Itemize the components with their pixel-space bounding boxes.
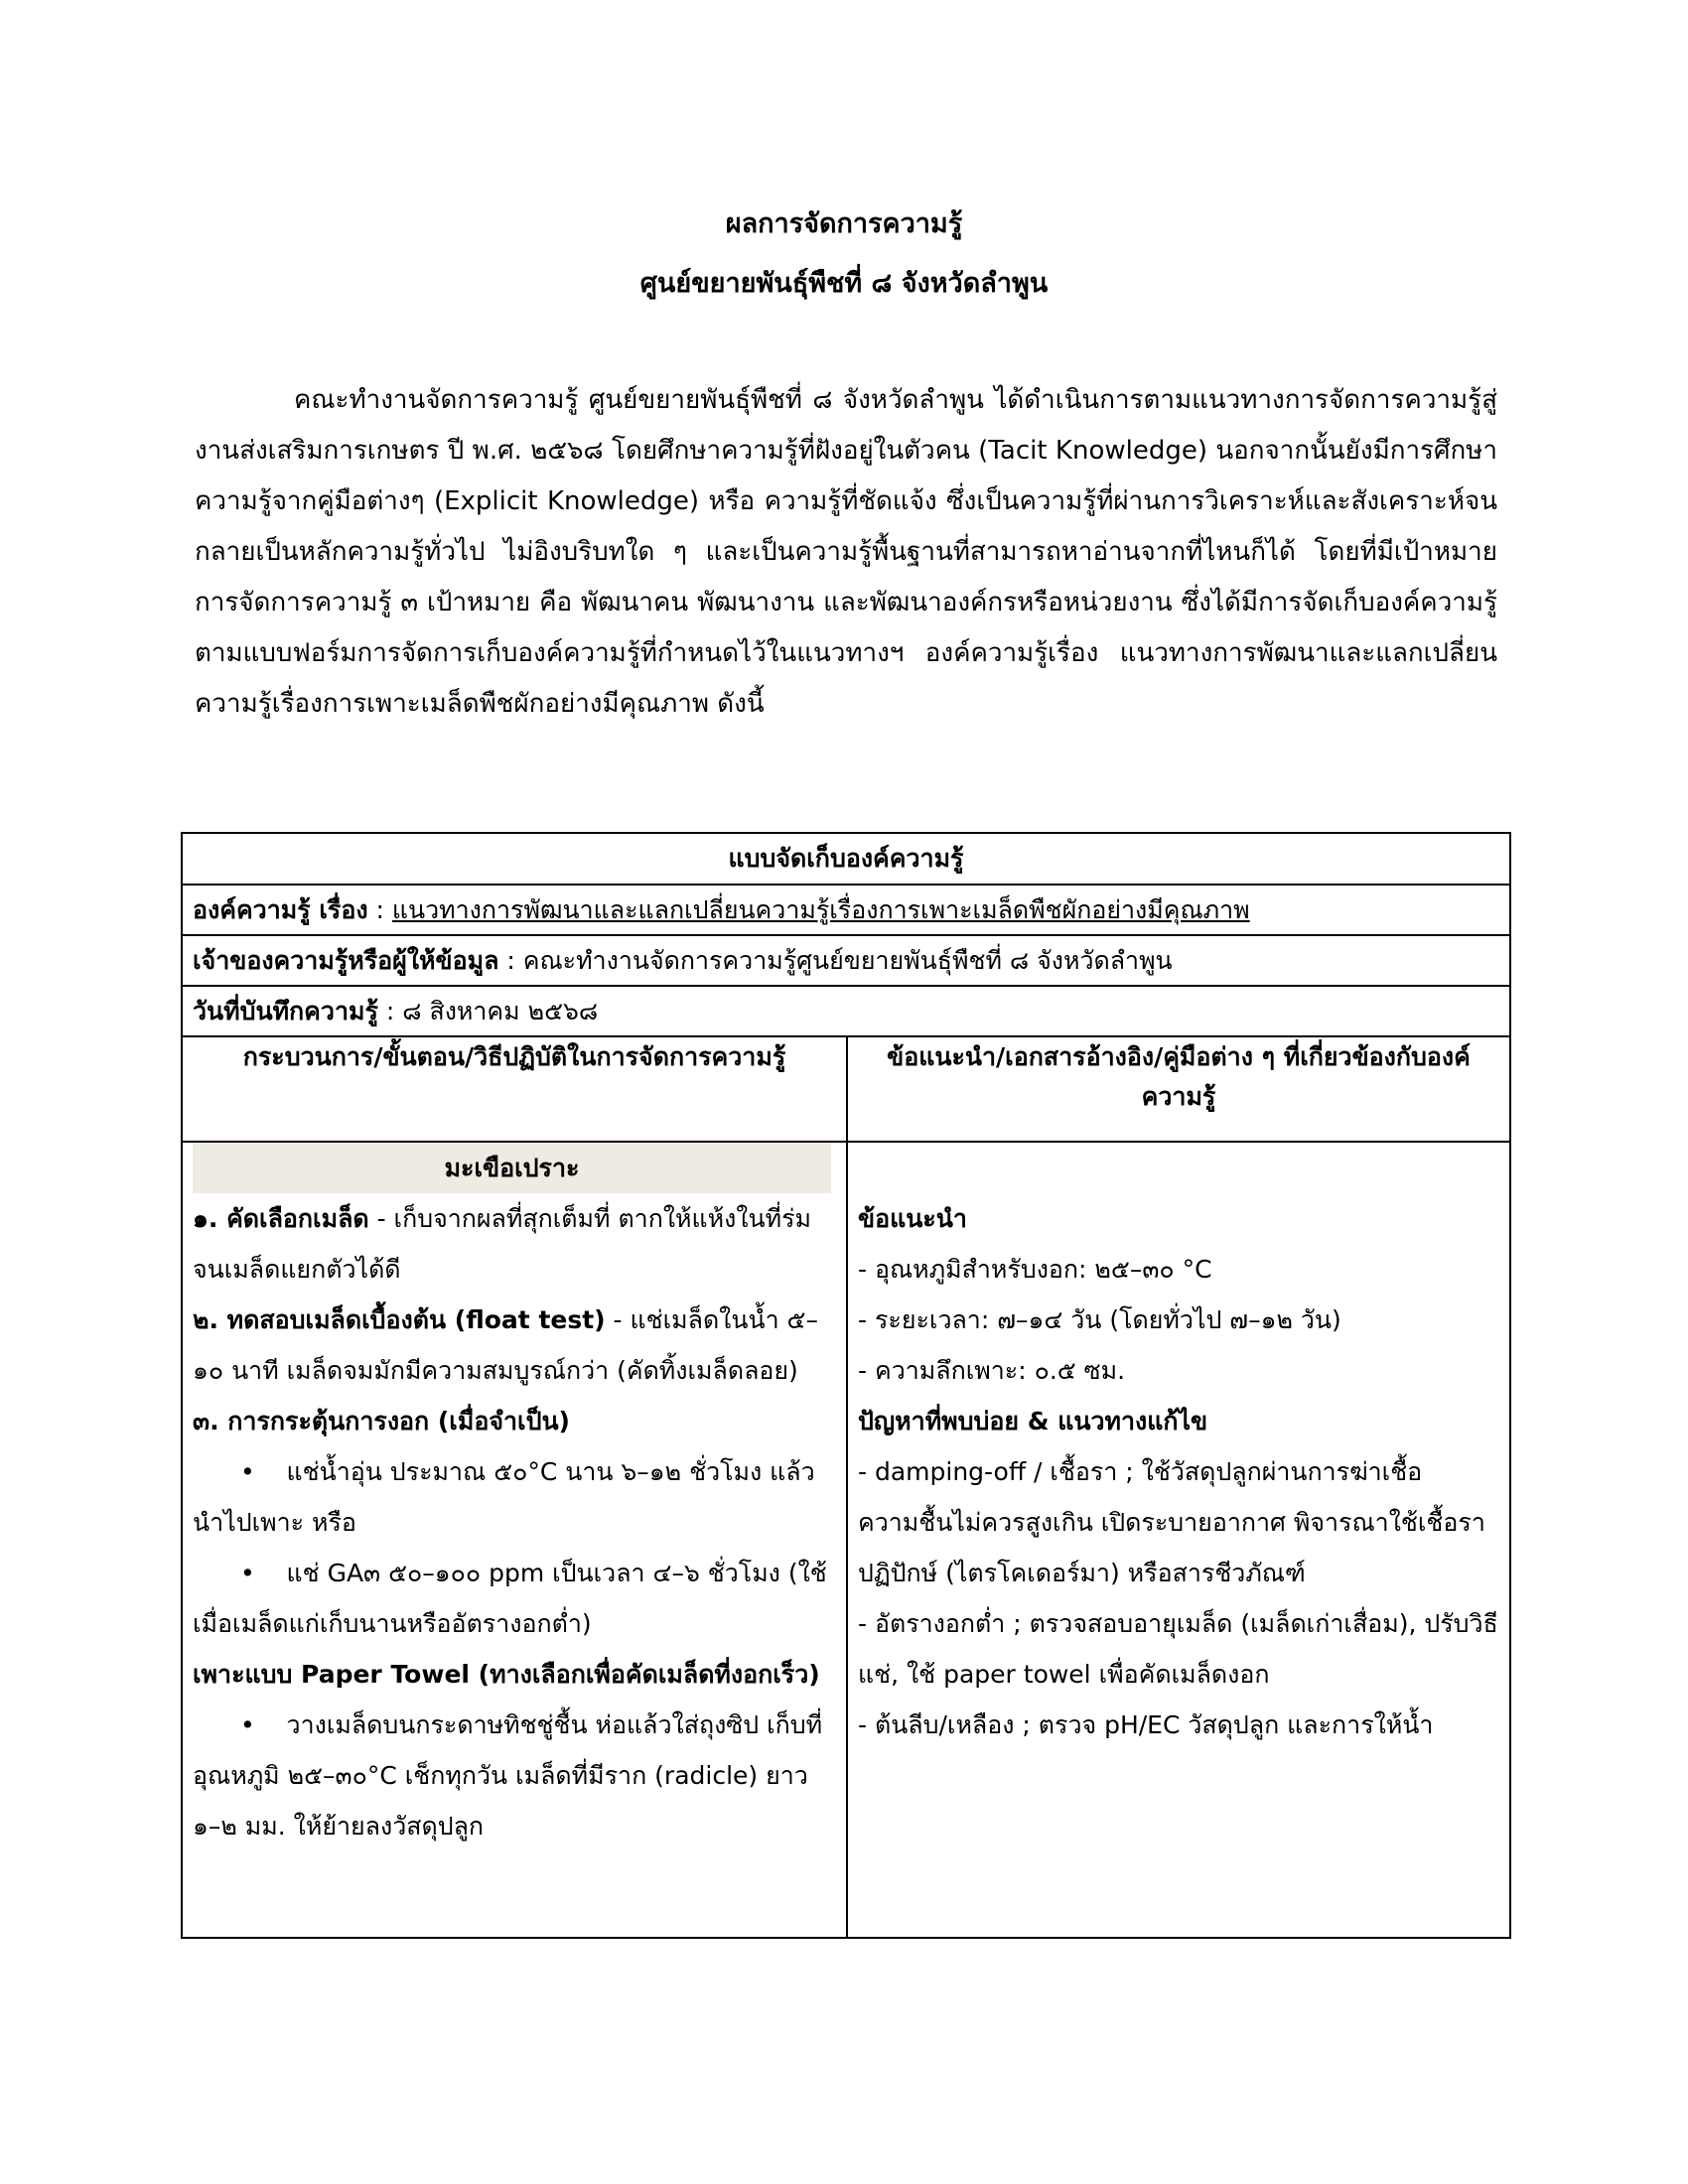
column-header-references: ข้อแนะนำ/เอกสารอ้างอิง/คู่มือต่าง ๆ ที่เกี่ยวข้องกับองค์ความรู้ bbox=[847, 1036, 1510, 1142]
step-4-title: เพาะแบบ Paper Towel (ทางเลือกเพื่อคัดเมล็ดที่งอกเร็ว) bbox=[193, 1660, 820, 1689]
topic-row: องค์ความรู้ เรื่อง : แนวทางการพัฒนาและแลกเปลี่ยนความรู้เรื่องการเพาะเมล็ดพืชผักอย่างมีคุณภาพ bbox=[182, 885, 1510, 935]
problem-item: - อัตรางอกต่ำ ; ตรวจสอบอายุเมล็ด (เมล็ดเก่าเสื่อม), ปรับวิธีแช่, ใช้ paper towel เพื่อคัดเมล็ดงอก bbox=[858, 1609, 1498, 1689]
knowledge-form-table bbox=[181, 832, 1511, 1939]
intro-paragraph bbox=[195, 375, 1497, 730]
date-row: วันที่บันทึกความรู้ : ๘ สิงหาคม ๒๕๖๘ bbox=[182, 986, 1510, 1036]
owner-value: คณะทำงานจัดการความรู้ศูนย์ขยายพันธุ์พืชที่ ๘ จังหวัดลำพูน bbox=[522, 946, 1173, 975]
step-2-text: - แช่เมล็ดในน้ำ ๕–๑๐ นาที เมล็ดจมมักมีความสมบูรณ์กว่า (คัดทิ้งเมล็ดลอย) bbox=[193, 1305, 818, 1385]
step-1-title: ๑. คัดเลือกเมล็ด bbox=[193, 1204, 369, 1233]
owner-label: เจ้าของความรู้หรือผู้ให้ข้อมูล bbox=[193, 946, 499, 975]
problems-title: ปัญหาที่พบบ่อย & แนวทางแก้ไข bbox=[858, 1407, 1208, 1435]
step-1 bbox=[193, 1193, 836, 1295]
bullet-icon: • bbox=[240, 1457, 255, 1486]
step-4-bullet-1: • วางเมล็ดบนกระดาษทิชชู่ชื้น ห่อแล้วใส่ถุงซิป เก็บที่อุณหภูมิ ๒๕–๓๐°C เช็กทุกวัน เมล็ดที่มีราก (radicle) ยาว ๑–๒ มม. ให้ย้ายลงวัสดุปลูก bbox=[193, 1710, 823, 1841]
bullet-icon: • bbox=[240, 1559, 255, 1587]
owner-row: เจ้าของความรู้หรือผู้ให้ข้อมูล : คณะทำงานจัดการความรู้ศูนย์ขยายพันธุ์พืชที่ ๘ จังหวัดลำพูน bbox=[182, 935, 1510, 986]
advice-item: - ระยะเวลา: ๗–๑๔ วัน (โดยทั่วไป ๗–๑๒ วัน) bbox=[858, 1305, 1341, 1334]
problem-item: - ต้นลีบ/เหลือง ; ตรวจ pH/EC วัสดุปลูก และการให้น้ำ bbox=[858, 1710, 1434, 1739]
step-3-bullet-1: • แช่น้ำอุ่น ประมาณ ๕๐°C นาน ๖–๑๒ ชั่วโมง แล้วนำไปเพาะ หรือ bbox=[193, 1457, 815, 1537]
step-1-text: - เก็บจากผลที่สุกเต็มที่ ตากให้แห้งในที่ร่มจนเมล็ดแยกตัวได้ดี bbox=[193, 1204, 812, 1284]
step-2 bbox=[193, 1295, 836, 1396]
date-label: วันที่บันทึกความรู้ bbox=[193, 997, 378, 1025]
step-3-title: ๓. การกระตุ้นการงอก (เมื่อจำเป็น) bbox=[193, 1407, 570, 1435]
problem-item: - damping-off / เชื้อรา ; ใช้วัสดุปลูกผ่านการฆ่าเชื้อ ความชื้นไม่ควรสูงเกิน เปิดระบายอากาศ พิจารณาใช้เชื้อราปฏิปักษ์ (ไตรโคเดอร์มา) หรือสารชีวภัณฑ์ bbox=[858, 1457, 1485, 1587]
topic-value: แนวทางการพัฒนาและแลกเปลี่ยนความรู้เรื่องการเพาะเมล็ดพืชผักอย่างมีคุณภาพ bbox=[391, 895, 1250, 924]
form-heading: แบบจัดเก็บองค์ความรู้ bbox=[182, 833, 1510, 885]
process-cell bbox=[182, 1142, 847, 1938]
crop-heading: มะเขือเปราะ bbox=[193, 1143, 831, 1193]
step-2-title: ๒. ทดสอบเมล็ดเบื้องต้น (float test) bbox=[193, 1305, 606, 1334]
advice-title: ข้อแนะนำ bbox=[858, 1204, 967, 1233]
page-subtitle: ศูนย์ขยายพันธุ์พืชที่ ๘ จังหวัดลำพูน bbox=[639, 268, 1049, 299]
references-cell bbox=[847, 1142, 1510, 1938]
intro-text: คณะทำงานจัดการความรู้ ศูนย์ขยายพันธุ์พืชที่ ๘ จังหวัดลำพูน ได้ดำเนินการตามแนวทางการจัดการความรู้สู่งานส่งเสริมการเกษตร ปี พ.ศ. ๒๕๖๘ โดยศึกษาความรู้ที่ฝังอยู่ในตัวคน (Tacit Knowledge) นอกจากนั้นยังมีการศึกษาความรู้จากคู่มือต่างๆ (Explicit Knowledge) หรือ ความรู้ที่ชัดแจ้ง ซึ่งเป็นความรู้ที่ผ่านการวิเคราะห์และสังเคราะห์จนกลายเป็นหลักความรู้ทั่วไป ไม่อิงบริบทใด ๆ และเป็นความรู้พื้นฐานที่สามารถหาอ่านจากที่ไหนก็ได้ โดยที่มีเป้าหมายการจัดการความรู้ ๓ เป้าหมาย คือ พัฒนาคน พัฒนางาน และพัฒนาองค์กรหรือหน่วยงาน ซึ่งได้มีการจัดเก็บองค์ความรู้ตามแบบฟอร์มการจัดการเก็บองค์ความรู้ที่กำหนดไว้ในแนวทางฯ องค์ความรู้เรื่อง แนวทางการพัฒนาและแลกเปลี่ยนความรู้เรื่องการเพาะเมล็ดพืชผักอย่างมีคุณภาพ ดังนี้ bbox=[195, 385, 1497, 719]
page-title: ผลการจัดการความรู้ bbox=[725, 208, 963, 239]
step-3-bullet-2: • แช่ GA๓ ๕๐–๑๐๐ ppm เป็นเวลา ๔–๖ ชั่วโมง (ใช้เมื่อเมล็ดแก่เก็บนานหรืออัตรางอกต่ำ) bbox=[193, 1559, 827, 1638]
advice-item: - อุณหภูมิสำหรับงอก: ๒๕–๓๐ °C bbox=[858, 1255, 1212, 1284]
date-value: ๘ สิงหาคม ๒๕๖๘ bbox=[402, 997, 599, 1025]
column-header-process: กระบวนการ/ขั้นตอน/วิธีปฏิบัติในการจัดการความรู้ bbox=[182, 1036, 847, 1142]
topic-label: องค์ความรู้ เรื่อง bbox=[193, 895, 368, 924]
advice-item: - ความลึกเพาะ: ๐.๕ ซม. bbox=[858, 1356, 1126, 1385]
bullet-icon: • bbox=[240, 1710, 255, 1739]
